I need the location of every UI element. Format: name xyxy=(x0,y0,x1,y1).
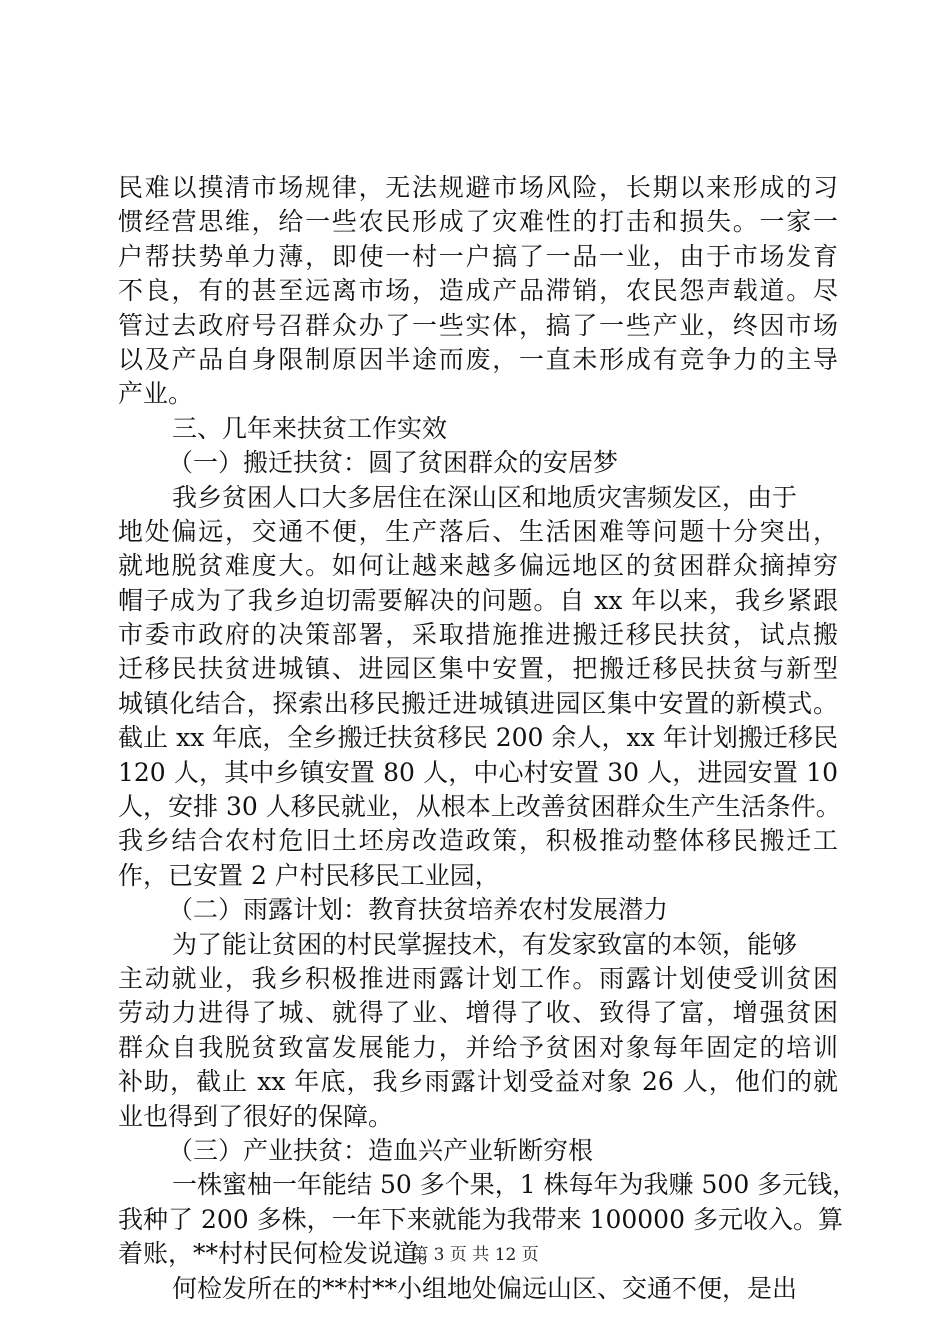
paragraph-line: 主动就业，我乡积极推进雨露计划工作。雨露计划使受训贫困 xyxy=(118,963,838,993)
paragraph-line: 着账，**村村民何检发说道。 xyxy=(118,1239,444,1269)
paragraph-line: 劳动力进得了城、就得了业、增得了收、致得了富，增强贫困 xyxy=(118,998,838,1028)
paragraph-line: 迁移民扶贫进城镇、进园区集中安置，把搬迁移民扶贫与新型 xyxy=(118,654,838,684)
paragraph-line: 补助，截止 xx 年底，我乡雨露计划受益对象 26 人，他们的就 xyxy=(118,1067,838,1097)
subsection-heading: （一）搬迁扶贫：圆了贫困群众的安居梦 xyxy=(168,448,619,478)
paragraph-line: 业也得到了很好的保障。 xyxy=(118,1101,394,1131)
paragraph-line: 人，安排 30 人移民就业，从根本上改善贫困群众生产生活条件。 xyxy=(118,792,841,822)
paragraph-line: 城镇化结合，探索出移民搬迁进城镇进园区集中安置的新模式。 xyxy=(118,688,838,718)
paragraph-line: 为了能让贫困的村民掌握技术，有发家致富的本领，能够 xyxy=(172,929,798,959)
paragraph-line: 我种了 200 多株，一年下来就能为我带来 100000 多元收入。算 xyxy=(118,1204,843,1234)
paragraph-line: 管过去政府号召群众办了一些实体，搞了一些产业，终因市场 xyxy=(118,310,838,340)
paragraph-line: 帽子成为了我乡迫切需要解决的问题。自 xx 年以来，我乡紧跟 xyxy=(118,585,838,615)
paragraph-line: 何检发所在的**村**小组地处偏远山区、交通不便，是出 xyxy=(172,1273,798,1303)
paragraph-line: 120 人，其中乡镇安置 80 人，中心村安置 30 人，进园安置 10 xyxy=(118,757,838,787)
section-heading: 三、几年来扶贫工作实效 xyxy=(172,413,448,443)
subsection-heading: （三）产业扶贫：造血兴产业斩断穷根 xyxy=(168,1135,594,1165)
paragraph-line: 截止 xx 年底，全乡搬迁扶贫移民 200 余人，xx 年计划搬迁移民 xyxy=(118,723,838,753)
paragraph-line: 群众自我脱贫致富发展能力，并给予贫困对象每年固定的培训 xyxy=(118,1032,838,1062)
paragraph-line: 民难以摸清市场规律，无法规避市场风险，长期以来形成的习 xyxy=(118,173,838,202)
paragraph-line: 就地脱贫难度大。如何让越来越多偏远地区的贫困群众摘掉穷 xyxy=(118,551,838,581)
paragraph-line: 不良，有的甚至远离市场，造成产品滞销，农民怨声载道。尽 xyxy=(118,276,838,306)
paragraph-line: 市委市政府的决策部署，采取措施推进搬迁移民扶贫，试点搬 xyxy=(118,620,838,650)
paragraph-line: 户帮扶势单力薄，即使一村一户搞了一品一业，由于市场发育 xyxy=(118,241,838,271)
paragraph-line: 作，已安置 2 户村民移民工业园， xyxy=(118,860,500,890)
document-body xyxy=(118,171,858,1306)
subsection-heading: （二）雨露计划：教育扶贫培养农村发展潜力 xyxy=(168,895,669,925)
paragraph-line: 惯经营思维，给一些农民形成了灾难性的打击和损失。一家一 xyxy=(118,207,838,237)
paragraph-line: 以及产品自身限制原因半途而废，一直未形成有竞争力的主导 xyxy=(118,344,838,374)
paragraph-line: 一株蜜柚一年能结 50 多个果，1 株每年为我赚 500 多元钱， xyxy=(172,1170,858,1200)
paragraph-line: 我乡贫困人口大多居住在深山区和地质灾害频发区，由于 xyxy=(172,482,798,512)
paragraph-line: 地处偏远，交通不便，生产落后、生活困难等问题十分突出， xyxy=(118,516,838,546)
paragraph-line: 产业。 xyxy=(118,379,194,409)
page-footer: 第 3 页 共 12 页 xyxy=(411,1245,539,1265)
paragraph-line: 我乡结合农村危旧土坯房改造政策，积极推动整体移民搬迁工 xyxy=(118,826,838,856)
